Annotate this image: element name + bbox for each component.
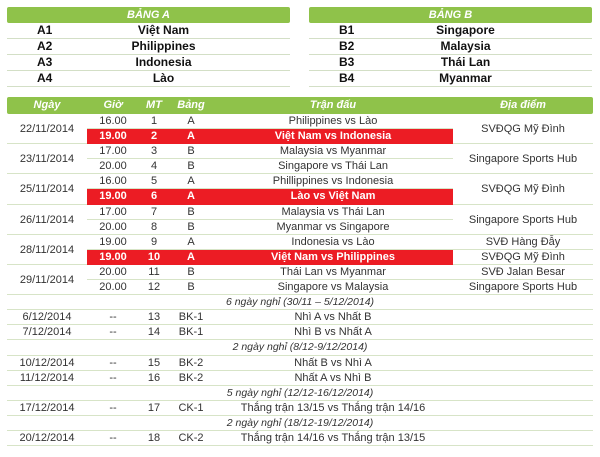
group-b-row [309, 39, 592, 55]
match-teams: Thắng trận 13/15 vs Thắng trận 14/16 [213, 401, 453, 416]
match-teams: Việt Nam vs Philippines [213, 250, 453, 265]
match-day: 6/12/2014 [7, 310, 87, 325]
header-match-no: MT [146, 99, 162, 111]
match-number: 13 [139, 310, 169, 325]
match-number: 2 [139, 129, 169, 144]
match-group: BK-1 [169, 325, 213, 340]
team-name: Philippines [131, 39, 196, 53]
match-day: 11/12/2014 [7, 371, 87, 386]
match-venue: Singapore Sports Hub [453, 144, 593, 174]
match-group: B [169, 280, 213, 295]
match-venue: SVĐQG Mỹ Đình [453, 174, 593, 204]
match-teams: Thắng trận 14/16 vs Thắng trận 13/15 [213, 431, 453, 446]
match-time: -- [87, 401, 139, 416]
match-row [7, 250, 593, 265]
team-name: Malaysia [440, 39, 491, 53]
match-group: BK-2 [169, 356, 213, 371]
match-group: A [169, 114, 213, 129]
match-venue: Singapore Sports Hub [453, 280, 593, 295]
match-day: 17/12/2014 [7, 401, 87, 416]
group-a-title: BẢNG A [7, 7, 290, 23]
match-time: 20.00 [87, 265, 139, 280]
match-number: 5 [139, 174, 169, 189]
match-time: 17.00 [87, 205, 139, 220]
header-time: Giờ [103, 99, 123, 111]
match-time: 19.00 [87, 129, 139, 144]
match-group: A [169, 189, 213, 204]
header-day: Ngày [33, 99, 61, 111]
match-group: B [169, 144, 213, 159]
match-group: CK-2 [169, 431, 213, 446]
match-day: 23/11/2014 [7, 144, 87, 174]
group-a-row [7, 71, 290, 87]
match-venue: SVĐQG Mỹ Đình [453, 114, 593, 144]
schedule-body [7, 114, 593, 446]
match-venue: SVĐQG Mỹ Đình [453, 250, 593, 265]
rest-days-note: 2 ngày nghỉ (18/12-19/12/2014) [7, 416, 593, 431]
match-day: 20/12/2014 [7, 431, 87, 446]
match-group: B [169, 265, 213, 280]
header-venue: Địa điểm [500, 99, 546, 111]
match-group: A [169, 129, 213, 144]
match-venue [453, 371, 593, 386]
match-row [7, 235, 593, 256]
match-venue: SVĐ Jalan Besar [453, 265, 593, 280]
group-a-row [7, 39, 290, 55]
match-teams: Singapore vs Malaysia [213, 280, 453, 295]
match-number: 11 [139, 265, 169, 280]
team-name: Việt Nam [137, 23, 190, 37]
group-a-row [7, 55, 290, 71]
match-row [7, 401, 593, 416]
match-group: A [169, 250, 213, 265]
match-teams: Nhì B vs Nhất A [213, 325, 453, 340]
match-time: 19.00 [87, 235, 139, 250]
match-teams: Myanmar vs Singapore [213, 220, 453, 235]
match-time: -- [87, 310, 139, 325]
match-day: 7/12/2014 [7, 325, 87, 340]
match-venue: Singapore Sports Hub [453, 205, 593, 235]
match-teams: Indonesia vs Lào [213, 235, 453, 250]
match-number: 16 [139, 371, 169, 386]
match-time: 19.00 [87, 250, 139, 265]
match-time: 20.00 [87, 220, 139, 235]
match-group: A [169, 235, 213, 250]
team-code: A3 [37, 55, 53, 69]
match-number: 14 [139, 325, 169, 340]
rest-days-note: 6 ngày nghỉ (30/11 – 5/12/2014) [7, 295, 593, 310]
match-time: 17.00 [87, 144, 139, 159]
match-venue [453, 431, 593, 446]
header-match: Trận đấu [309, 99, 357, 111]
match-time: -- [87, 356, 139, 371]
team-name: Singapore [436, 23, 495, 37]
match-row [7, 114, 593, 135]
team-name: Indonesia [135, 55, 192, 69]
match-time: 20.00 [87, 280, 139, 295]
match-row [7, 325, 593, 340]
team-code: B3 [339, 55, 355, 69]
group-b-row [309, 23, 592, 39]
match-row [7, 174, 593, 196]
match-teams: Philippines vs Lào [213, 114, 453, 129]
match-teams: Lào vs Việt Nam [213, 189, 453, 204]
team-code: B2 [339, 39, 355, 53]
match-row [7, 356, 593, 371]
match-time: 16.00 [87, 174, 139, 189]
match-number: 9 [139, 235, 169, 250]
match-day: 28/11/2014 [7, 235, 87, 265]
group-b-row [309, 55, 592, 71]
match-time: -- [87, 371, 139, 386]
rest-days-note: 2 ngày nghỉ (8/12-9/12/2014) [7, 340, 593, 355]
team-code: A1 [37, 23, 53, 37]
match-number: 18 [139, 431, 169, 446]
match-group: B [169, 220, 213, 235]
match-number: 12 [139, 280, 169, 295]
team-name: Lào [152, 71, 175, 85]
match-row [7, 310, 593, 325]
match-time: -- [87, 325, 139, 340]
match-day: 22/11/2014 [7, 114, 87, 144]
match-row [7, 144, 593, 166]
match-number: 1 [139, 114, 169, 129]
match-day: 26/11/2014 [7, 205, 87, 235]
match-teams: Nhất B vs Nhì A [213, 356, 453, 371]
match-group: CK-1 [169, 401, 213, 416]
match-teams: Malaysia vs Thái Lan [213, 205, 453, 220]
match-group: A [169, 174, 213, 189]
match-time: -- [87, 431, 139, 446]
match-row [7, 205, 593, 226]
match-venue: SVĐ Hàng Đẫy [453, 235, 593, 250]
match-venue [453, 401, 593, 416]
team-name: Thái Lan [440, 55, 491, 69]
match-venue [453, 310, 593, 325]
header-group: Bảng [177, 99, 205, 111]
match-teams: Việt Nam vs Indonesia [213, 129, 453, 144]
group-a-row [7, 23, 290, 39]
match-group: B [169, 205, 213, 220]
match-time: 16.00 [87, 114, 139, 129]
match-number: 4 [139, 159, 169, 174]
match-time: 19.00 [87, 189, 139, 204]
group-b-title: BẢNG B [309, 7, 592, 23]
match-row [7, 431, 593, 446]
team-code: A4 [37, 71, 53, 85]
match-time: 20.00 [87, 159, 139, 174]
match-teams: Nhì A vs Nhất B [213, 310, 453, 325]
match-number: 15 [139, 356, 169, 371]
match-teams: Thái Lan vs Myanmar [213, 265, 453, 280]
match-teams: Nhất A vs Nhì B [213, 371, 453, 386]
match-number: 3 [139, 144, 169, 159]
match-group: BK-2 [169, 371, 213, 386]
match-number: 10 [139, 250, 169, 265]
group-b-table [309, 7, 592, 87]
match-venue [453, 356, 593, 371]
match-number: 7 [139, 205, 169, 220]
schedule-header [7, 97, 593, 114]
group-b-row [309, 71, 592, 87]
team-code: A2 [37, 39, 53, 53]
match-group: BK-1 [169, 310, 213, 325]
match-number: 8 [139, 220, 169, 235]
match-day: 25/11/2014 [7, 174, 87, 204]
match-number: 6 [139, 189, 169, 204]
match-teams: Phillippines vs Indonesia [213, 174, 453, 189]
match-row [7, 371, 593, 386]
match-group: B [169, 159, 213, 174]
match-day: 29/11/2014 [7, 265, 87, 295]
match-number: 17 [139, 401, 169, 416]
rest-days-note: 5 ngày nghỉ (12/12-16/12/2014) [7, 386, 593, 401]
match-row [7, 280, 593, 295]
team-name: Myanmar [439, 71, 492, 85]
match-teams: Malaysia vs Myanmar [213, 144, 453, 159]
match-row [7, 265, 593, 286]
team-code: B1 [339, 23, 355, 37]
match-day: 10/12/2014 [7, 356, 87, 371]
match-venue [453, 325, 593, 340]
match-teams: Singapore vs Thái Lan [213, 159, 453, 174]
team-code: B4 [339, 71, 355, 85]
group-a-table [7, 7, 290, 87]
schedule-table [7, 97, 593, 446]
